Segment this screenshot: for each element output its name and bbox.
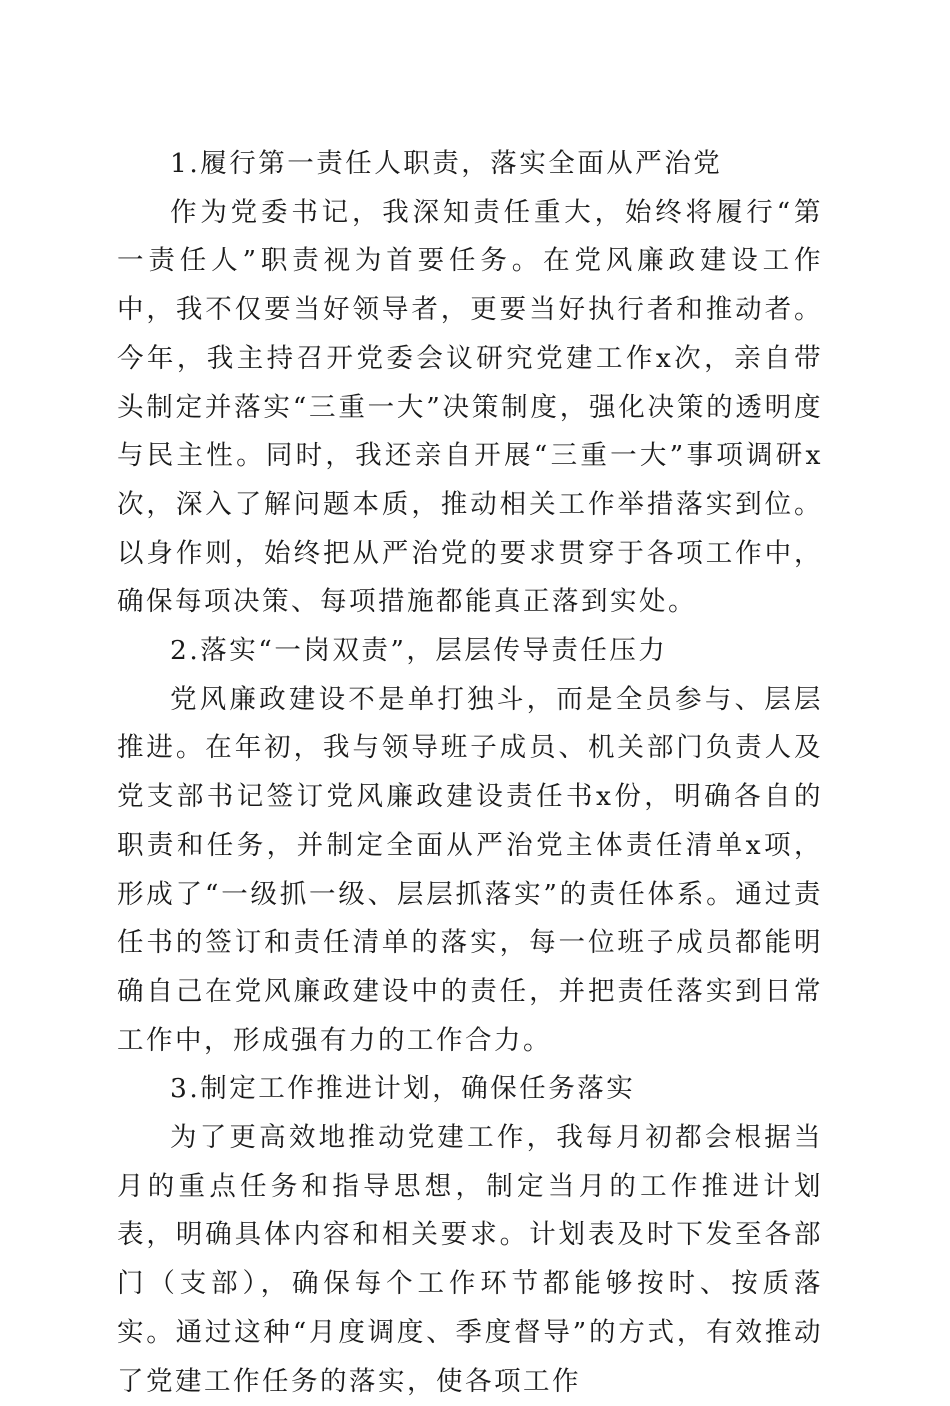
section-1-heading: 1.履行第一责任人职责，落实全面从严治党	[170, 148, 723, 179]
section-3-heading: 3.制定工作推进计划，确保任务落实	[170, 1073, 636, 1105]
section-1-paragraph: 作为党委书记，我深知责任重大，始终将履行“第一责任人”职责视为首要任务。在党风廉政建设工作中，我不仅要当好领导者，更要当好执行者和推动者。今年，我主持召开党委会议研究党建工作x次，亲自带头制定并落实“三重一大”决策制度，强化决策的透明度与民主性。同时，我还亲自开展“三重一大”事项调研x次，深入了解问题本质，推动相关工作举措落实到位。以身作则，始终把从严治党的要求贯穿于各项工作中，确保每项决策、每项措施都能真正落到实处。	[117, 196, 823, 618]
section-3-paragraph: 为了更高效地推动党建工作，我每月初都会根据当月的重点任务和指导思想，制定当月的工作推进计划表，明确具体内容和相关要求。计划表及时下发至各部门（支部），确保每个工作环节都能够按时、按质落实。通过这种“月度调度、季度督导”的方式，有效推动了党建工作任务的落实，使各项工作	[117, 1122, 823, 1397]
section-2-heading: 2.落实“一岗双责”，层层传导责任压力	[170, 635, 668, 667]
section-2-paragraph: 党风廉政建设不是单打独斗，而是全员参与、层层推进。在年初，我与领导班子成员、机关部门负责人及党支部书记签订党风廉政建设责任书x份，明确各自的职责和任务，并制定全面从严治党主体责任清单x项，形成了“一级抓一级、层层抓落实”的责任体系。通过责任书的签订和责任清单的落实，每一位班子成员都能明确自己在党风廉政建设中的责任，并把责任落实到日常工作中，形成强有力的工作合力。	[117, 683, 823, 1056]
document-body	[117, 140, 823, 1406]
